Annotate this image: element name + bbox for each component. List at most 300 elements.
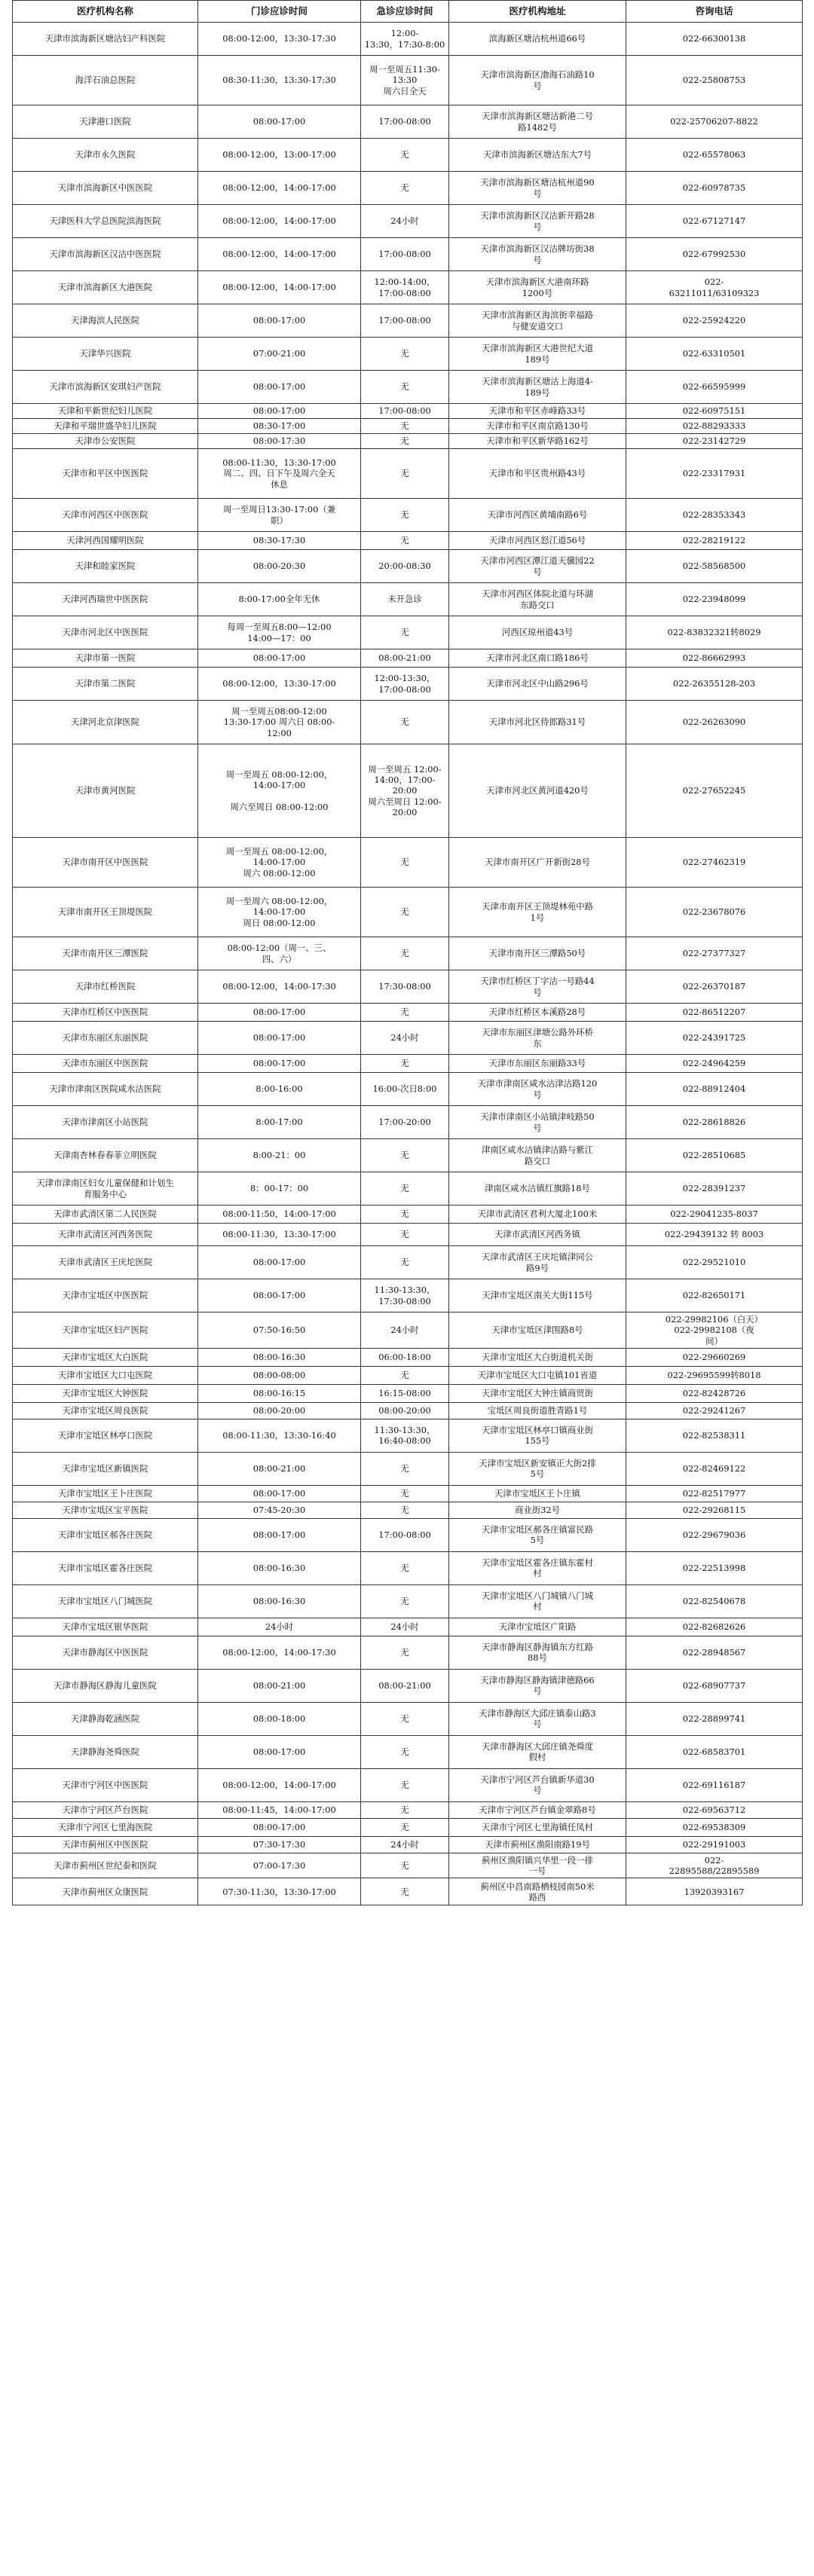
address-text: 天津市河北区南口路186号 [486,652,589,664]
phone-cell [626,744,803,838]
institution-name-text: 天津市宝坻区大白医院 [62,1352,148,1363]
phone-cell [626,1452,803,1485]
address-text: 号 [533,1685,542,1697]
phone-cell [626,1279,803,1312]
institution-name-text: 天津市武清区河西务医院 [57,1229,153,1240]
institution-name-cell [13,23,198,56]
outpatient-hours-text: 08:00-17:00 [252,1257,306,1268]
outpatient-hours-cell [198,1768,361,1801]
address-text: 号 [533,1089,542,1100]
table-row [13,701,803,744]
phone-cell [626,1636,803,1669]
outpatient-hours-cell [198,1205,361,1224]
address-cell [449,371,626,404]
table-row [13,616,803,649]
address-text: 1200号 [522,287,553,298]
institution-name-text: 天津市滨海新区安琪妇产医院 [49,381,161,393]
hospital-schedule-table [12,0,803,1905]
address-text: 天津市河西区体院北道与环湖 [481,588,594,600]
outpatient-hours-cell [198,1073,361,1106]
address-text: 天津市武清区君利大厦北100米 [477,1209,598,1220]
emergency-hours-cell [361,1702,449,1735]
emergency-hours-text: 12:00- [390,28,419,39]
outpatient-hours-text: 08:00-17:00 [252,1488,306,1499]
outpatient-hours-cell [198,1502,361,1518]
emergency-hours-text: 16:00-次日8:00 [372,1083,437,1095]
table-row [13,668,803,701]
phone-text: 022-29982106（白天） [665,1314,764,1325]
table-row [13,1485,803,1502]
outpatient-hours-text: 14:00—17：00 [247,632,311,643]
institution-name-text: 天津港口医院 [79,116,131,127]
institution-name-cell [13,1485,198,1502]
phone-text: 022-23948099 [682,594,746,605]
outpatient-hours-cell [198,1004,361,1022]
institution-name-text: 天津市宝坻区银华医院 [62,1621,148,1633]
address-cell [449,1279,626,1312]
phone-text: 022-82650171 [682,1290,746,1301]
phone-text: 022-29982108（夜 [674,1325,754,1336]
table-row [13,1702,803,1735]
address-text: 村 [533,1568,542,1579]
address-text: 路9号 [525,1262,549,1273]
phone-cell [626,937,803,970]
address-cell [449,1073,626,1106]
institution-name-text: 天津市公安医院 [75,435,136,447]
institution-name-cell [13,404,198,419]
phone-text: 022-82538311 [682,1430,746,1441]
address-text: 东 [533,1037,542,1049]
emergency-hours-cell [361,1384,449,1402]
address-text: 天津市宝坻区津围路8号 [491,1325,583,1336]
table-row [13,338,803,371]
institution-name-cell [13,1055,198,1073]
outpatient-hours-text: 08:00-11:30，13:30-17:00 [222,1229,336,1240]
institution-name-cell [13,1246,198,1279]
address-cell [449,1636,626,1669]
emergency-hours-text: 无 [400,1647,409,1658]
phone-text: 022-69116187 [682,1780,746,1791]
address-text: 5号 [530,1535,545,1546]
table-row [13,1402,803,1419]
outpatient-hours-cell [198,1702,361,1735]
address-cell [449,1106,626,1139]
institution-name-text: 天津市南开区三潭医院 [62,948,148,959]
phone-text: 022-26263090 [682,717,746,728]
address-text: 天津市滨海新区汉沽新开路28 [480,210,595,222]
phone-text: 022-29268115 [682,1505,746,1516]
emergency-hours-text: 17:00-20:00 [378,1117,431,1128]
address-cell [449,1452,626,1485]
address-cell [449,1172,626,1205]
outpatient-hours-text: 07:45-20:30 [252,1505,306,1516]
emergency-hours-text: 无 [400,1463,409,1474]
address-text: 189号 [525,353,550,365]
phone-cell [626,1004,803,1022]
institution-name-cell [13,1073,198,1106]
address-cell [449,1669,626,1702]
table-row [13,205,803,238]
address-text: 天津市滨海新区塘沽东大7号 [483,149,592,160]
emergency-hours-text: 无 [400,149,409,160]
header-address: 医疗机构地址 [449,1,626,23]
address-cell [449,1312,626,1349]
emergency-hours-cell [361,668,449,701]
emergency-hours-text: 24小时 [390,215,419,227]
institution-name-text: 天津市宝坻区郝各庄医院 [57,1529,153,1541]
phone-cell [626,449,803,499]
outpatient-hours-cell [198,616,361,649]
outpatient-hours-text: 周一至周五08:00-12:00 [231,706,327,717]
emergency-hours-cell [361,419,449,434]
address-text: 号 [533,1122,542,1133]
table-header-row [13,1,803,23]
address-text: 天津市宁河区七里海镇任凤村 [481,1822,594,1833]
outpatient-hours-cell [198,404,361,419]
address-text: 155号 [525,1435,550,1447]
outpatient-hours-cell [198,649,361,668]
phone-cell [626,419,803,434]
address-text: 蓟州区渔阳镇兴华里一段一排 [481,1854,594,1866]
table-row [13,434,803,449]
outpatient-hours-cell [198,1818,361,1836]
address-cell [449,499,626,532]
institution-name-text: 天津市南开区王顶堤医院 [57,906,153,918]
institution-name-text: 天津市宝坻区大钟医院 [62,1388,148,1399]
outpatient-hours-cell [198,1139,361,1172]
address-cell [449,1224,626,1246]
address-text: 天津市津南区咸水沽津沽路120 [477,1078,598,1089]
emergency-hours-text: 17:30-08:00 [378,1295,431,1306]
address-text: 1号 [530,912,545,923]
emergency-hours-cell [361,1004,449,1022]
outpatient-hours-text: 08:00-12:00，14:00-17:30 [222,1647,336,1658]
outpatient-hours-cell [198,338,361,371]
outpatient-hours-text: 08:00-12:00，13:30-17:00 [222,678,336,689]
phone-cell [626,1073,803,1106]
emergency-hours-cell [361,1205,449,1224]
emergency-hours-text: 无 [400,468,409,479]
outpatient-hours-cell [198,1878,361,1905]
outpatient-hours-cell [198,1402,361,1419]
table-row [13,1348,803,1366]
outpatient-hours-text: 08:00-12:00，14:00-17:30 [222,981,336,992]
phone-cell [626,1502,803,1518]
phone-cell [626,1312,803,1349]
phone-text: 22895588/22895589 [669,1866,760,1876]
phone-text: 022-26370187 [682,981,746,992]
outpatient-hours-text: 08:30-17:30 [252,535,306,546]
institution-name-text: 天津市河北区中医医院 [62,627,148,638]
emergency-hours-cell [361,550,449,583]
phone-cell [626,1402,803,1419]
emergency-hours-text: 无 [400,627,409,638]
table-row [13,1636,803,1669]
address-cell [449,1551,626,1584]
outpatient-hours-cell [198,434,361,449]
address-text: 天津市静海区静海镇东方红路 [481,1642,594,1652]
phone-text: 022-29679036 [682,1529,746,1541]
institution-name-text: 天津和平新世纪妇儿医院 [57,405,153,417]
emergency-hours-text: 无 [400,1822,409,1833]
address-text: 天津市河西区黄埔南路6号 [487,509,588,521]
phone-cell [626,1246,803,1279]
emergency-hours-text: 无 [400,1746,409,1758]
outpatient-hours-cell [198,1584,361,1618]
table-row [13,271,803,304]
phone-cell [626,105,803,139]
emergency-hours-cell [361,139,449,172]
emergency-hours-text: 13:30 [392,75,418,86]
outpatient-hours-text: 07:30-11:30，13:30-17:00 [222,1886,336,1897]
address-cell [449,550,626,583]
emergency-hours-cell [361,56,449,105]
address-text: 天津市滨海新区大港世纪大道 [481,343,594,354]
outpatient-hours-cell [198,888,361,937]
institution-name-cell [13,1384,198,1402]
outpatient-hours-cell [198,1022,361,1055]
table-row [13,238,803,271]
phone-cell [626,499,803,532]
institution-name-cell [13,271,198,304]
emergency-hours-text: 无 [400,509,409,521]
phone-cell [626,139,803,172]
institution-name-cell [13,371,198,404]
emergency-hours-cell [361,1485,449,1502]
outpatient-hours-text: 12:00 [267,727,292,738]
outpatient-hours-text: 8:00-16:00 [256,1083,303,1095]
outpatient-hours-text: 08:00-17:00 [252,1058,306,1069]
address-cell [449,1485,626,1502]
phone-text: 022-28391237 [682,1183,746,1194]
phone-cell [626,1224,803,1246]
emergency-hours-text: 无 [400,1563,409,1574]
outpatient-hours-text: 08:00-16:30 [252,1596,306,1607]
phone-text: 022-82540678 [682,1596,746,1607]
phone-text: 022-29660269 [682,1352,746,1363]
institution-name-text: 天津医科大学总医院滨海医院 [49,215,161,227]
institution-name-cell [13,1402,198,1419]
address-cell [449,1205,626,1224]
address-text: 天津市滨海新区海滨街幸福路 [481,310,594,321]
outpatient-hours-cell [198,1419,361,1452]
institution-name-text: 天津和平瑞世盛孕妇儿医院 [54,420,157,432]
phone-cell [626,1818,803,1836]
address-cell [449,668,626,701]
phone-text: 022-63310501 [682,348,746,359]
institution-name-cell [13,532,198,550]
address-cell [449,888,626,937]
table-row [13,1735,803,1768]
phone-cell [626,1384,803,1402]
emergency-hours-text: 12:00-13:30， [374,673,436,684]
address-text: 天津市宝坻区郝各庄镇富民路 [481,1524,594,1535]
emergency-hours-cell [361,616,449,649]
phone-text: 022-60978735 [682,182,746,194]
institution-name-cell [13,616,198,649]
address-cell [449,1502,626,1518]
phone-text: 022-28899741 [682,1713,746,1725]
phone-text: 022-68907737 [682,1680,746,1691]
address-text: 津南区咸水沽镇津沽路与紫江 [481,1144,594,1156]
emergency-hours-cell [361,1419,449,1452]
emergency-hours-text: 无 [400,381,409,393]
emergency-hours-cell [361,937,449,970]
address-text: 天津市宝坻区八门城镇八门城 [481,1591,594,1601]
emergency-hours-text: 20:00-08:30 [378,561,431,572]
phone-cell [626,668,803,701]
institution-name-cell [13,1366,198,1384]
outpatient-hours-text: 08:00-20:00 [252,1405,306,1416]
emergency-hours-text: 无 [400,1209,409,1220]
institution-name-cell [13,1669,198,1702]
phone-cell [626,550,803,583]
table-row [13,1878,803,1905]
outpatient-hours-cell [198,1312,361,1349]
emergency-hours-text: 无 [400,1229,409,1240]
outpatient-hours-text: 08:00-21:00 [252,1680,306,1691]
institution-name-cell [13,1004,198,1022]
institution-name-cell [13,172,198,205]
address-cell [449,1055,626,1073]
institution-name-text: 天津市第一医院 [75,652,136,664]
address-text: 天津市宁河区芦台镇新华道30 [480,1774,595,1785]
institution-name-cell [13,1878,198,1905]
phone-cell [626,1205,803,1224]
phone-text: 022-82517977 [682,1488,746,1499]
phone-text: 022-82428726 [682,1388,746,1399]
address-cell [449,404,626,419]
address-text: 号 [533,221,542,232]
table-row [13,1205,803,1224]
institution-name-text: 天津市津南区妇女儿童保健和计划生 [36,1178,174,1189]
outpatient-hours-text: 08:00-17:00 [252,1032,306,1044]
outpatient-hours-text: 8:00-17:00全年无休 [238,594,320,605]
phone-text: 022-24391725 [682,1032,746,1044]
address-cell [449,1836,626,1853]
emergency-hours-text: 无 [400,1713,409,1725]
phone-text: 022-66595999 [682,381,746,393]
phone-text: 022-25706207-8822 [670,116,758,127]
institution-name-text: 天津市宝坻区八门城医院 [57,1596,153,1607]
outpatient-hours-cell [198,1384,361,1402]
table-row [13,1801,803,1818]
phone-text: 022-67992530 [682,249,746,260]
outpatient-hours-text: 07:00-17:30 [252,1859,306,1871]
outpatient-hours-text: 07:00-21:00 [252,348,306,359]
address-cell [449,1618,626,1636]
outpatient-hours-cell [198,701,361,744]
institution-name-text: 天津市黄河医院 [75,785,136,796]
phone-cell [626,701,803,744]
emergency-hours-text: 无 [400,948,409,959]
emergency-hours-text: 16:15-08:00 [378,1388,431,1399]
address-text: 天津市宝坻区霍各庄镇东霍村 [481,1557,594,1568]
emergency-hours-text: 无 [400,1505,409,1516]
header-institution-name: 医疗机构名称 [13,1,198,23]
table-row [13,1279,803,1312]
emergency-hours-text: 20:00 [392,806,418,817]
phone-text: 022-29521010 [682,1257,746,1268]
institution-name-text: 天津市河西区中医医院 [62,509,148,521]
institution-name-text: 天津市宝坻区宝平医院 [62,1505,148,1516]
address-text: 天津市宝坻区广阳路 [498,1621,577,1633]
phone-cell [626,1485,803,1502]
outpatient-hours-text: 08:00-12:00，14:00-17:00 [222,249,336,260]
emergency-hours-cell [361,888,449,937]
phone-text: 022-27462319 [682,857,746,868]
phone-text: 022-88912404 [682,1083,746,1095]
outpatient-hours-text: 08:00-11:45，14:00-17:00 [222,1804,336,1816]
address-text: 天津市滨海新区大港南环路 [485,277,589,288]
emergency-hours-cell [361,23,449,56]
address-cell [449,1853,626,1878]
institution-name-text: 天津市宁河区中医医院 [62,1780,148,1791]
emergency-hours-text: 无 [400,435,409,447]
phone-text: 022-67127147 [682,215,746,227]
outpatient-hours-cell [198,550,361,583]
address-cell [449,1402,626,1419]
institution-name-cell [13,838,198,888]
institution-name-cell [13,1636,198,1669]
table-row [13,449,803,499]
outpatient-hours-cell [198,668,361,701]
table-row [13,56,803,105]
phone-text: 022-69563712 [682,1804,746,1816]
outpatient-hours-cell [198,970,361,1004]
phone-text: 022-68583701 [682,1746,746,1758]
institution-name-text: 天津市宝坻区妇产医院 [62,1325,148,1336]
address-text: 天津市南开区广开新街28号 [485,857,590,868]
institution-name-text: 天津河西瑞世中医医院 [62,594,148,605]
phone-cell [626,1551,803,1584]
table-row [13,1073,803,1106]
emergency-hours-text: 17:00-08:00 [378,683,431,695]
address-text: 天津市红桥区本溪路28号 [488,1007,586,1018]
address-text: 天津市宝坻区林亭口镇商业街 [481,1425,594,1435]
phone-text: 022-28219122 [682,535,746,546]
emergency-hours-cell [361,371,449,404]
address-text: 天津市津南区小站镇津岐路50 [480,1111,595,1123]
institution-name-text: 天津市宝坻区中医医院 [62,1290,148,1301]
address-text: 天津市静海区静海镇津德路66 [480,1675,595,1685]
outpatient-hours-cell [198,1485,361,1502]
address-text: 天津市和平区南京路130号 [486,420,589,432]
institution-name-cell [13,1452,198,1485]
institution-name-cell [13,1502,198,1518]
emergency-hours-text: 无 [400,1596,409,1607]
outpatient-hours-cell [198,371,361,404]
institution-name-text: 海洋石油总医院 [75,75,136,86]
outpatient-hours-text: 08:00-16:30 [252,1563,306,1574]
table-row [13,1022,803,1055]
emergency-hours-cell [361,1366,449,1384]
outpatient-hours-text: 08:00-08:00 [252,1370,306,1381]
institution-name-cell [13,1224,198,1246]
emergency-hours-text: 20:00 [392,785,418,796]
phone-cell [626,238,803,271]
emergency-hours-cell [361,1735,449,1768]
outpatient-hours-cell [198,1172,361,1205]
address-text: 天津市和平区新华路162号 [486,435,589,447]
emergency-hours-cell [361,304,449,338]
address-text: 路西 [528,1891,546,1902]
table-row [13,888,803,937]
institution-name-cell [13,1768,198,1801]
address-text: 天津市宝坻区新安镇正大街2排 [479,1458,596,1468]
outpatient-hours-text: 08:30-11:30，13:30-17:30 [222,75,336,86]
emergency-hours-text: 12:00-14:00， [374,277,436,288]
